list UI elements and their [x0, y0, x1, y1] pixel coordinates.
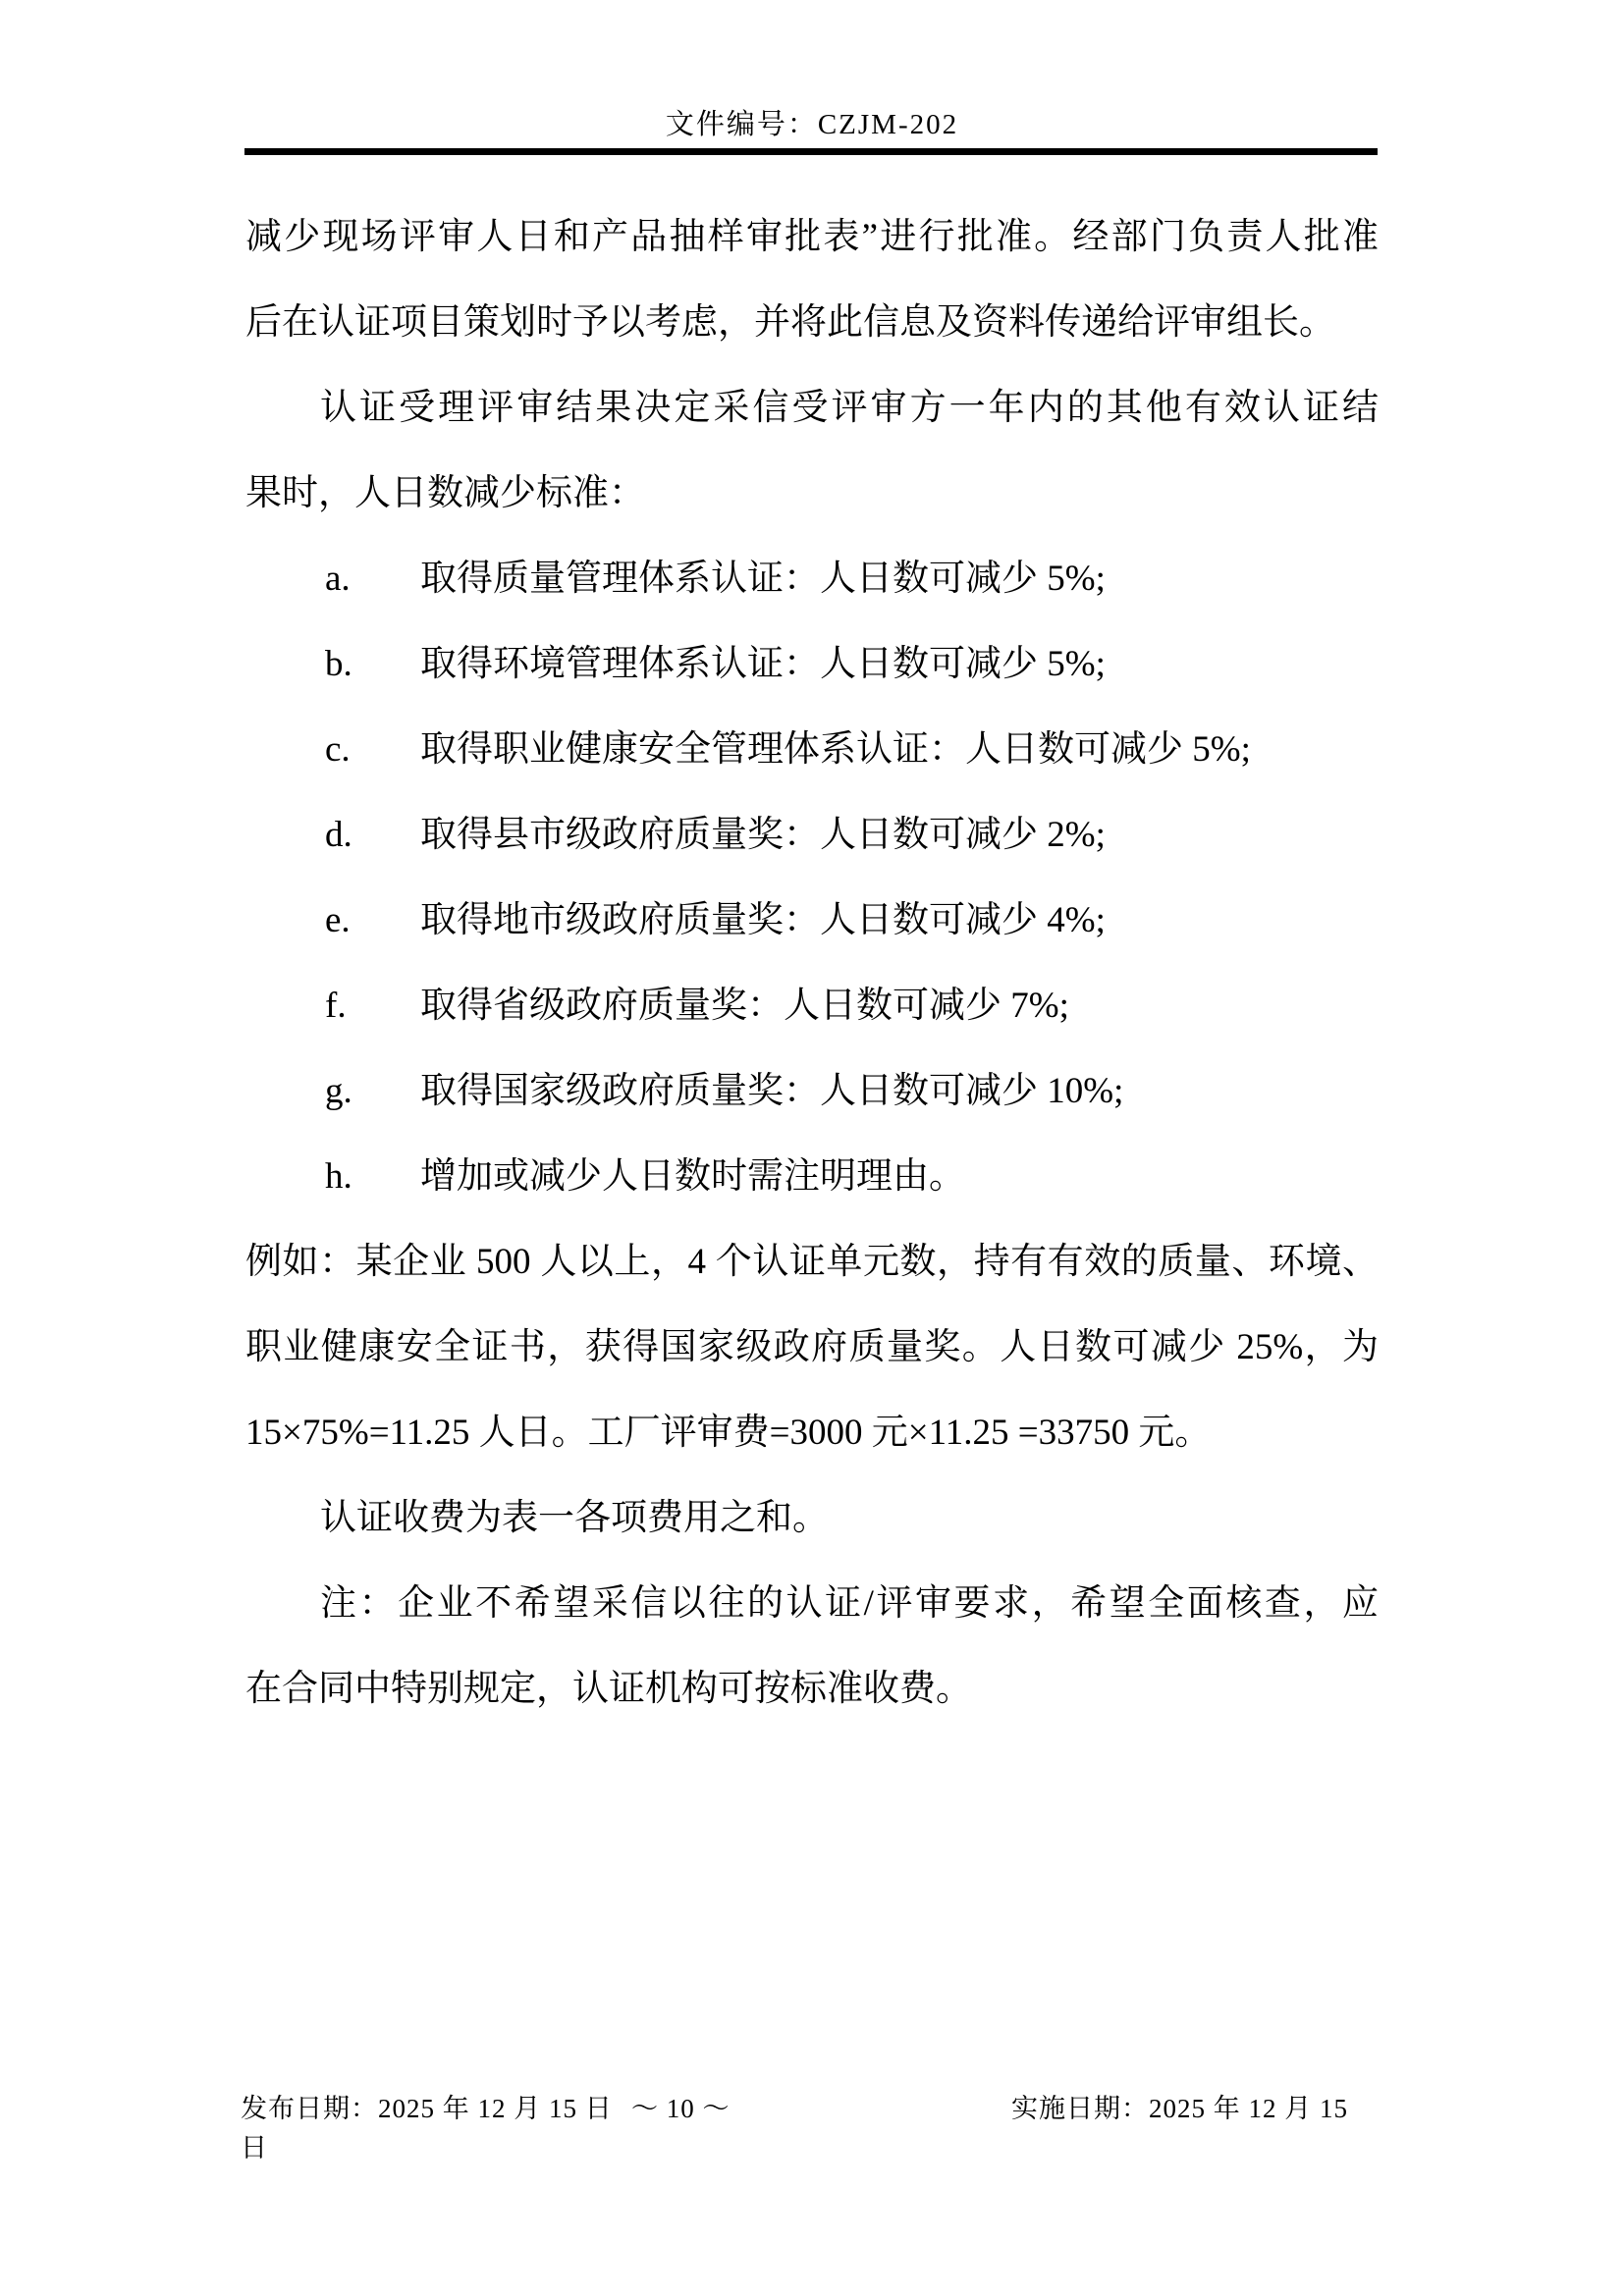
header-rule	[244, 148, 1378, 155]
list-marker: a.	[325, 559, 351, 599]
paragraph-line: 注：企业不希望采信以往的认证/评审要求，希望全面核查，应	[320, 1583, 1379, 1624]
list-text: 增加或减少人日数时需注明理由。	[420, 1156, 965, 1197]
list-text: 取得质量管理体系认证：人日数可减少 5%;	[420, 559, 1106, 599]
list-item-a	[245, 557, 1379, 642]
list-text: 取得地市级政府质量奖：人日数可减少 4%;	[420, 900, 1106, 940]
paragraph-line: 果时，人日数减少标准：	[245, 473, 645, 513]
paragraph-line: 减少现场评审人日和产品抽样审批表”进行批准。经部门负责人批准	[245, 217, 1379, 257]
paragraph-line: 15×75%=11.25 人日。工厂评审费=3000 元×11.25 =33750 元。	[245, 1413, 1212, 1453]
list-text: 取得环境管理体系认证：人日数可减少 5%;	[420, 644, 1106, 684]
list-marker: d.	[325, 815, 352, 855]
list-item-f	[245, 984, 1379, 1069]
paragraph-line: 在合同中特别规定，认证机构可按标准收费。	[245, 1669, 972, 1709]
list-marker: h.	[325, 1156, 352, 1197]
document-body	[245, 215, 1379, 1752]
footer-release-date: 发布日期：2025 年 12 月 15 日	[241, 2094, 613, 2123]
paragraph-line: 职业健康安全证书，获得国家级政府质量奖。人日数可减少 25%，为	[245, 1327, 1379, 1367]
list-item-g	[245, 1069, 1379, 1154]
footer-wrap-char: 日	[241, 2133, 268, 2163]
paragraph-line: 认证受理评审结果决定采信受评审方一年内的其他有效认证结	[320, 388, 1379, 428]
list-marker: f.	[325, 986, 347, 1026]
list-marker: g.	[325, 1071, 352, 1111]
doc-number: 文件编号：CZJM-202	[665, 109, 959, 140]
list-text: 取得职业健康安全管理体系认证：人日数可减少 5%;	[420, 729, 1251, 770]
list-text: 取得国家级政府质量奖：人日数可减少 10%;	[420, 1071, 1124, 1111]
list-item-d	[245, 813, 1379, 898]
list-marker: b.	[325, 644, 352, 684]
list-item-h	[245, 1154, 1379, 1240]
footer-implement-date: 实施日期：2025 年 12 月 15	[1011, 2094, 1348, 2123]
paragraph-line: 后在认证项目策划时予以考虑，并将此信息及资料传递给评审组长。	[245, 302, 1335, 343]
list-text: 取得县市级政府质量奖：人日数可减少 2%;	[420, 815, 1106, 855]
paragraph-line: 认证收费为表一各项费用之和。	[320, 1498, 829, 1538]
footer-page-number: ～ 10 ～	[631, 2094, 731, 2123]
list-marker: e.	[325, 900, 351, 940]
list-item-e	[245, 898, 1379, 984]
list-text: 取得省级政府质量奖：人日数可减少 7%;	[420, 986, 1069, 1026]
list-item-b	[245, 642, 1379, 727]
list-item-c	[245, 727, 1379, 813]
paragraph-line: 例如：某企业 500 人以上，4 个认证单元数，持有有效的质量、环境、	[245, 1242, 1379, 1282]
list-marker: c.	[325, 729, 351, 770]
